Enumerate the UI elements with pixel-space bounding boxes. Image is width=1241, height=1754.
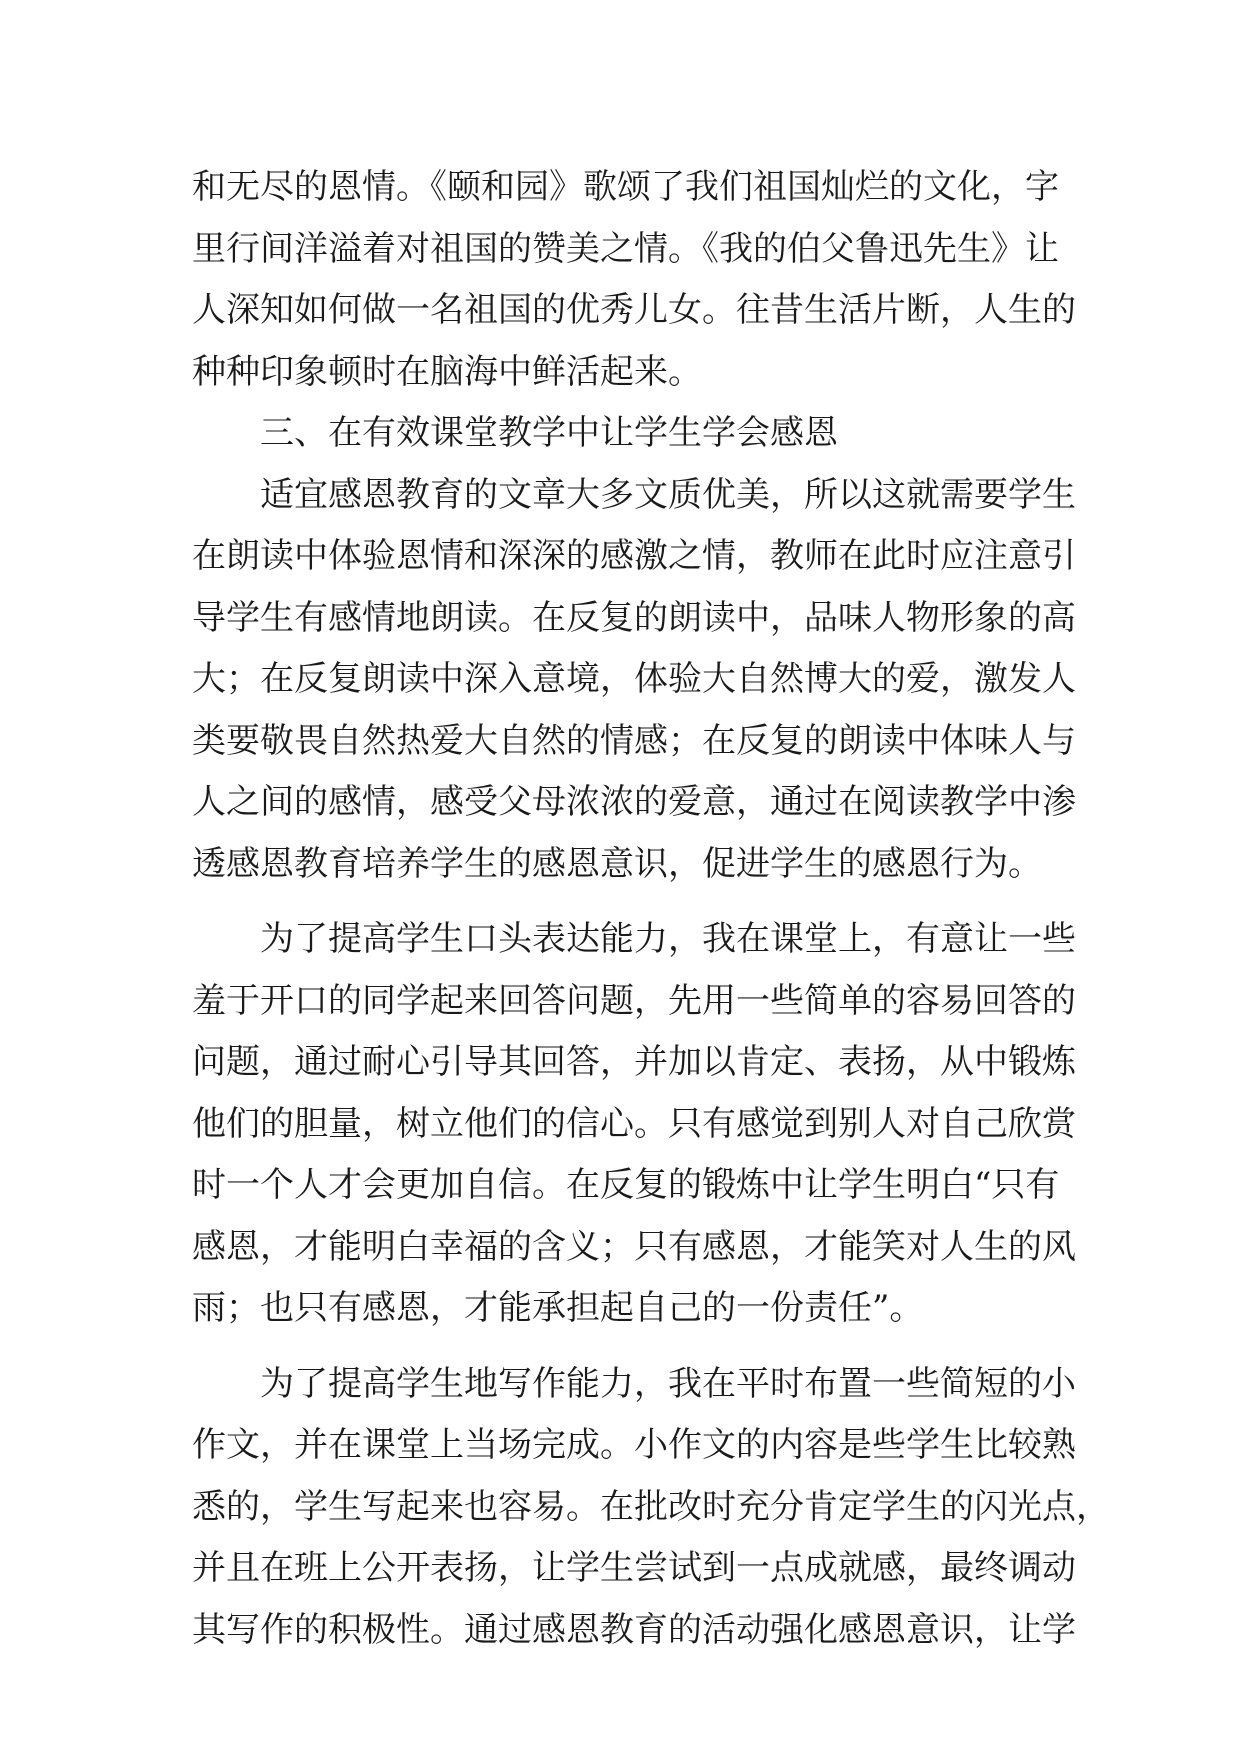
text-line: 导学生有感情地朗读。在反复的朗读中，品味人物形象的高	[192, 597, 1076, 638]
text-line: 人之间的感情，感受父母浓浓的爱意，通过在阅读教学中渗	[192, 782, 1076, 822]
paragraph	[192, 909, 1076, 1340]
text-line: 透感恩教育培养学生的感恩意识，促进学生的感恩行为。	[192, 843, 1042, 884]
text-line: 感恩，才能明白幸福的含义；只有感恩，才能笑对人生的风	[192, 1226, 1076, 1267]
text-line: 和无尽的恩情。《颐和园》歌颂了我们祖国灿烂的文化，字	[192, 167, 1059, 207]
text-line: 雨；也只有感恩，才能承担起自己的一份责任”。	[192, 1288, 924, 1328]
text-line: 问题，通过耐心引导其回答，并加以肯定、表扬，从中锻炼	[192, 1042, 1076, 1082]
text-line: 他们的胆量，树立他们的信心。只有感觉到别人对自己欣赏	[192, 1103, 1076, 1144]
text-line: 时一个人才会更加自信。在反复的锻炼中让学生明白“只有	[192, 1165, 1060, 1205]
text-line: 作文，并在课堂上当场完成。小作文的内容是些学生比较熟	[192, 1425, 1076, 1465]
heading-text: 三、在有效课堂教学中让学生学会感恩	[260, 413, 838, 453]
section-heading	[192, 403, 1058, 465]
text-line: 在朗读中体验恩情和深深的感激之情，教师在此时应注意引	[192, 536, 1076, 576]
text-line: 类要敬畏自然热爱大自然的情感；在反复的朗读中体味人与	[192, 720, 1076, 761]
text-line: 悉的，学生写起来也容易。在批改时充分肯定学生的闪光点，	[192, 1486, 1110, 1527]
text-line: 并且在班上公开表扬，让学生尝试到一点成就感，最终调动	[192, 1548, 1076, 1588]
paragraph-gap	[192, 1340, 1058, 1354]
text-line: 其写作的积极性。通过感恩教育的活动强化感恩意识，让学	[192, 1609, 1076, 1650]
text-line: 大；在反复朗读中深入意境，体验大自然博大的爱，激发人	[192, 659, 1076, 699]
text-line: 为了提高学生口头表达能力，我在课堂上，有意让一些	[260, 919, 1076, 959]
paragraph-gap	[192, 895, 1058, 909]
text-line: 为了提高学生地写作能力，我在平时布置一些简短的小	[260, 1363, 1076, 1404]
text-line: 羞于开口的同学起来回答问题，先用一些简单的容易回答的	[192, 980, 1076, 1021]
document-body	[192, 157, 1110, 1661]
paragraph	[192, 1354, 1110, 1662]
text-line: 种种印象顿时在脑海中鲜活起来。	[192, 351, 702, 392]
paragraph	[192, 157, 1076, 403]
text-line: 里行间洋溢着对祖国的赞美之情。《我的伯父鲁迅先生》让	[192, 228, 1059, 269]
paragraph	[192, 465, 1076, 896]
text-line: 适宜感恩教育的文章大多文质优美，所以这就需要学生	[260, 474, 1076, 515]
text-line: 人深知如何做一名祖国的优秀儿女。往昔生活片断，人生的	[192, 290, 1076, 330]
